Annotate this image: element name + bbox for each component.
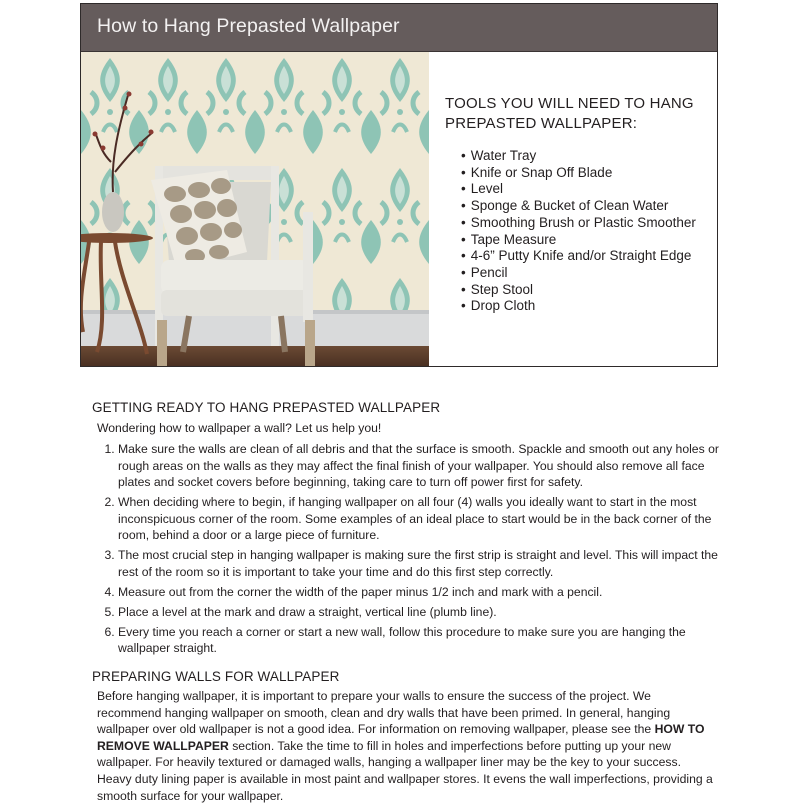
preparing-walls-section [92,669,722,804]
floor [81,346,429,366]
room-photo [81,52,429,366]
vase [102,192,124,232]
preparing-walls-heading: PREPARING WALLS FOR WALLPAPER [92,669,340,684]
step-item: 6. Every time you reach a corner or start a new wall, follow this procedure to make sure you are hanging the wallpaper straight. [118,624,722,657]
step-item: 2. When deciding where to begin, if hanging wallpaper on all four (4) walls you ideally want to start in the most inconspicuous corner of the room. Some examples of an ideal place to start would be in the back corner of the room, behind a door or a large piece of furniture. [118,494,722,544]
chair-leg [157,320,167,366]
tool-item: • Drop Cloth [461,298,696,315]
getting-ready-section [92,400,722,660]
tool-item: • Smoothing Brush or Plastic Smoother [461,215,696,232]
room-illustration [81,52,429,366]
tools-panel [429,52,717,366]
tool-item: • Tape Measure [461,232,696,249]
banner-frame [80,3,718,367]
tool-item: • Step Stool [461,282,696,299]
seat-cushion [161,260,309,294]
getting-ready-intro: Wondering how to wallpaper a wall? Let us help you! [97,421,382,435]
tool-item: • 4-6” Putty Knife and/or Straight Edge [461,248,696,265]
title-bar [81,4,717,52]
steps-list [92,441,722,657]
para-text-1: Before hanging wallpaper, it is important to prepare your walls to ensure the success of the project. We recommend hanging wallpaper on smooth, clean and dry walls that have been primed. In general, hanging wallpaper over old wallpaper is not a good idea. For information on removing wallpaper, please see the [97,689,671,737]
tool-item: • Sponge & Bucket of Clean Water [461,198,696,215]
tools-heading: TOOLS YOU WILL NEED TO HANG PREPASTED WALLPAPER: [445,95,694,132]
step-item: 4. Measure out from the corner the width of the paper minus 1/2 inch and mark with a pencil. [118,584,722,601]
tool-item: • Water Tray [461,148,696,165]
tool-item: • Knife or Snap Off Blade [461,165,696,182]
tools-list [461,148,696,315]
para-text-2: section. Take the time to fill in holes and imperfections before putting up your new wallpaper. For heavily textured or damaged walls, hanging a wallpaper liner may be the key to your success. Heavy duty lining paper is available in most paint and wallpaper stores. It evens the wall imperfections, providing a smooth surface for your wallpaper. [97,738,713,803]
step-item: 5. Place a level at the mark and draw a straight, vertical line (plumb line). [118,604,722,621]
page-title: How to Hang Prepasted Wallpaper [97,15,400,37]
getting-ready-heading: GETTING READY TO HANG PREPASTED WALLPAPER [92,400,441,415]
step-item: 1. Make sure the walls are clean of all debris and that the surface is smooth. Spackle and smooth out any holes or rough areas on the walls as they may affect the final finish of your wallpaper. You should also remove all face plates and socket covers before beginning, taking care to turn off power first for safety. [118,441,722,491]
tool-item: • Level [461,181,696,198]
remove-wallpaper-reference: HOW TO REMOVE WALLPAPER [97,722,705,753]
tool-item: • Pencil [461,265,696,282]
preparing-walls-paragraph [97,688,717,804]
step-item: 3. The most crucial step in hanging wallpaper is making sure the first strip is straight and level. This will impact the rest of the room so it is important to take your time and do this first step correctly. [118,547,722,580]
